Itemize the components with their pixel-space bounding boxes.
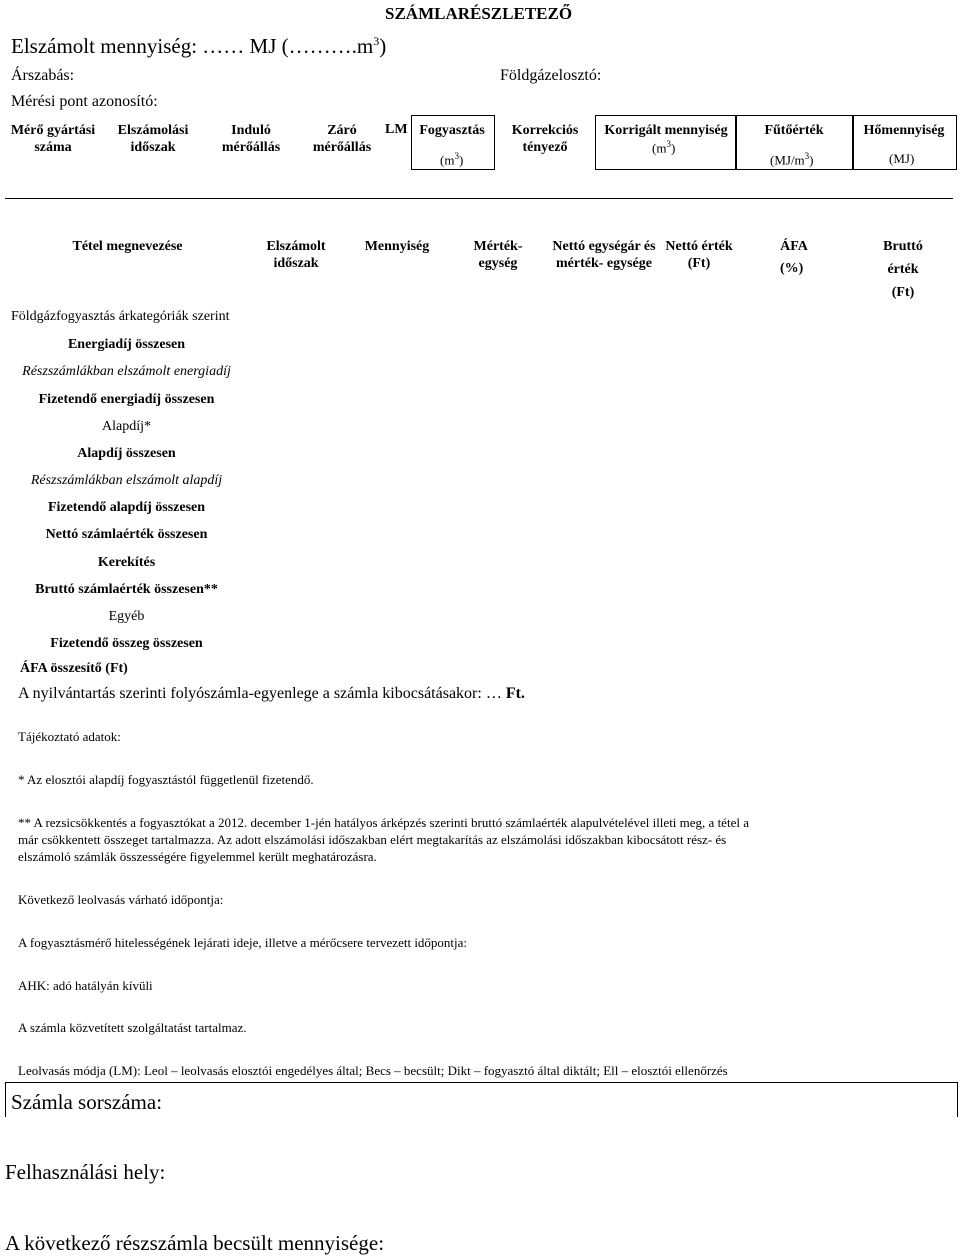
mediated-service-note: A számla közvetített szolgáltatást tartalmaz. [18, 1020, 247, 1035]
col-calorific: Fűtőérték [764, 123, 824, 138]
account-balance: A nyilvántartás szerinti folyószámla-egyenlege a számla kibocsátásakor: … Ft. [18, 685, 525, 702]
footer-top-line [5, 1082, 958, 1083]
col-gross-unit: (Ft) [891, 285, 915, 300]
col-lm: LM [385, 122, 408, 137]
col-gross-2: érték [887, 262, 919, 277]
distributor-label: Földgázelosztó: [500, 67, 602, 84]
info-title: Tájékoztató adatok: [18, 729, 121, 744]
note-base-fee: * Az elosztói alapdíj fogyasztástól függetlenül fizetendő. [18, 772, 314, 787]
col-end-reading: Záró mérőállás [312, 123, 372, 155]
row-base-fee-total: Alapdíj összesen [77, 446, 176, 461]
col-corrected-qty: Korrigált mennyiség [604, 123, 728, 138]
next-partial-estimate-label: A következő részszámla becsült mennyisége: [5, 1231, 385, 1255]
row-payable-energy: Fizetendő energiadíj összesen [38, 392, 215, 407]
col-consumption: Fogyasztás [419, 123, 485, 138]
row-base-fee: Alapdíj* [102, 419, 151, 434]
note-utility-reduction-1: ** A rezsicsökkentés a fogyasztókat a 2012. december 1-jén hatályos árképzés szerinti bruttó számlaérték alapulvételével illeti meg, a tétel a [18, 815, 749, 830]
col-net-value: Nettó érték (Ft) [665, 239, 733, 271]
row-gross-invoice-total: Bruttó számlaérték összesen** [35, 582, 218, 597]
col-corrected-qty-unit: $(m^3)$ [652, 139, 676, 156]
row-payable-base-fee: Fizetendő alapdíj összesen [47, 500, 206, 515]
col-period: Elszámolási időszak [117, 123, 189, 155]
note-utility-reduction-3: elszámoló számlák összességére figyelemmel került meghatározásra. [18, 849, 377, 864]
meter-validity: A fogyasztásmérő hitelességének lejárati ideje, illetve a mérőcsere tervezett időpontja: [18, 935, 468, 950]
row-rounding: Kerekítés [97, 555, 156, 570]
col-quantity: Mennyiség [364, 239, 430, 254]
next-reading-date: Következő leolvasás várható időpontja: [18, 892, 224, 907]
col-net-unit-price: Nettó egységár és mérték- egysége [552, 239, 656, 271]
col-item-period: Elszámolt időszak [266, 239, 326, 271]
col-heat-unit: (MJ) [889, 151, 915, 166]
col-unit: Mérték- egység [473, 239, 523, 271]
row-partial-base-fee: Részszámlákban elszámolt alapdíj [30, 473, 223, 488]
row-consumption-by-category: Földgázfogyasztás árkategóriák szerint [11, 309, 230, 324]
row-other: Egyéb [108, 609, 145, 624]
footer-left-line [5, 1082, 6, 1117]
section-divider [5, 198, 953, 199]
row-payable-total: Fizetendő összeg összesen [50, 636, 203, 651]
col-vat: ÁFA [780, 239, 808, 254]
row-net-invoice-total: Nettó számlaérték összesen [45, 527, 208, 542]
reading-mode-legend: Leolvasás módja (LM): Leol – leolvasás elosztói engedélyes által; Becs – becsült; Dikt – fogyasztó által diktált; Ell – elosztói ellenőrzés [18, 1063, 728, 1078]
col-start-reading: Induló mérőállás [221, 123, 281, 155]
usage-place-label: Felhasználási hely: [5, 1160, 166, 1184]
ahk-note: AHK: adó hatályán kívüli [18, 978, 153, 993]
invoice-number-label: Számla sorszáma: [11, 1090, 163, 1114]
col-vat-unit: (%) [780, 261, 804, 276]
col-consumption-unit: $(m^3)$ [440, 151, 464, 168]
metering-point-label: Mérési pont azonosító: [11, 93, 158, 110]
tariff-label: Árszabás: [11, 67, 75, 84]
row-energy-total: Energiadíj összesen [67, 337, 186, 352]
col-calorific-unit: $(MJ/m^3)$ [770, 151, 814, 168]
col-correction: Korrekciós tényező [511, 123, 579, 155]
col-gross: Bruttó [883, 239, 923, 254]
col-item-name: Tétel megnevezése [72, 239, 183, 254]
row-partial-energy: Részszámlákban elszámolt energiadíj [22, 364, 231, 379]
col-meter-serial: Mérő gyártási száma [10, 123, 96, 155]
note-utility-reduction-2: már csökkentett összeget tartalmazza. Az adott elszámolási időszakban elért megtakarítás az elszámolási időszakban kibocsátott rész- és [18, 832, 727, 847]
document-title: SZÁMLARÉSZLETEZŐ [385, 4, 573, 23]
row-vat-summary: ÁFA összesítő (Ft) [20, 661, 128, 676]
settled-quantity: Elszámolt mennyiség: …… MJ $(\dots\dots\dots.m^3)$ [11, 34, 387, 58]
footer-right-line [957, 1082, 958, 1117]
col-heat-qty: Hőmennyiség [863, 123, 945, 138]
